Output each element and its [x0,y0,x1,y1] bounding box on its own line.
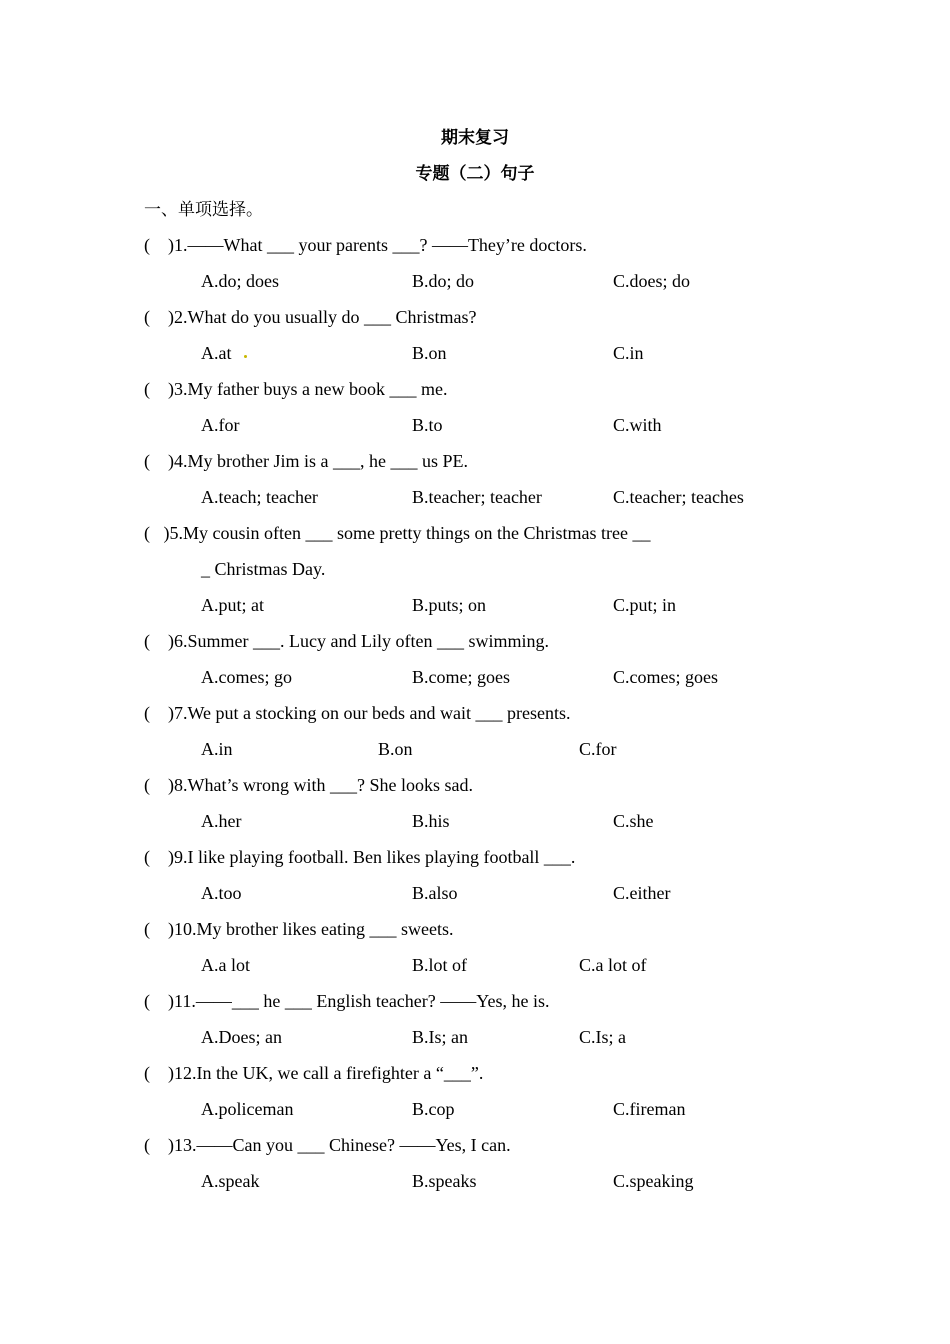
option-b: B.do; do [412,271,475,291]
option-c: C.for [579,739,617,759]
option-c: C.either [613,883,671,903]
answer-blank[interactable]: ( ) [144,1063,174,1083]
answer-blank[interactable]: ( ) [144,379,174,399]
question-stem: 6.Summer ___. Lucy and Lily often ___ swimming. [174,631,549,651]
option-a: A.in [201,739,233,759]
question-stem: 11.——___ he ___ English teacher? ——Yes, he is. [174,991,550,1011]
option-a: A.do; does [201,271,279,291]
question-stem: 1.——What ___ your parents ___? ——They’re doctors. [174,235,587,255]
page-subtitle: 专题（二）句子 [415,164,535,184]
question-stem: 9.I like playing football. Ben likes playing football ___. [174,847,576,867]
option-c: C.she [613,811,654,831]
option-c: C.with [613,415,662,435]
option-b: B.on [378,739,413,759]
option-b: B.teacher; teacher [412,487,542,507]
option-c: C.a lot of [579,955,647,975]
answer-blank[interactable]: ( ) [144,451,174,471]
option-b: B.Is; an [412,1027,468,1047]
option-b: B.lot of [412,955,468,975]
answer-blank[interactable]: ( ) [144,307,174,327]
option-a: A.teach; teacher [201,487,318,507]
answer-blank[interactable]: ( ) [144,775,174,795]
question-stem: 8.What’s wrong with ___? She looks sad. [174,775,473,795]
answer-blank[interactable]: ( ) [144,919,174,939]
question-4 [144,450,468,472]
option-b: B.on [412,343,447,363]
question-stem: 10.My brother likes eating ___ sweets. [174,919,454,939]
option-a: A.too [201,883,242,903]
question-7 [144,702,570,724]
answer-blank[interactable]: ( ) [144,631,174,651]
scan-speck [244,355,247,358]
answer-blank[interactable]: ( ) [144,847,174,867]
question-stem: 12.In the UK, we call a firefighter a “___”. [174,1063,484,1083]
option-b: B.puts; on [412,595,487,615]
option-a: A.speak [201,1171,260,1191]
question-stem: 2.What do you usually do ___ Christmas? [174,307,477,327]
question-stem: 3.My father buys a new book ___ me. [174,379,448,399]
question-1 [144,234,587,256]
question-stem: 4.My brother Jim is a ___, he ___ us PE. [174,451,468,471]
question-13 [144,1134,511,1156]
option-a: A.for [201,415,240,435]
page-title: 期末复习 [441,128,509,148]
question-stem: 13.——Can you ___ Chinese? ——Yes, I can. [174,1135,511,1155]
question-11 [144,990,549,1012]
option-a: A.at [201,343,232,363]
option-b: B.also [412,883,458,903]
option-c: C.comes; goes [613,667,718,687]
question-stem-continuation: _ Christmas Day. [201,559,326,579]
answer-blank[interactable]: ( ) [144,523,170,543]
option-a: A.her [201,811,242,831]
option-b: B.his [412,811,450,831]
option-a: A.Does; an [201,1027,282,1047]
option-b: B.come; goes [412,667,510,687]
question-10 [144,918,453,940]
question-6 [144,630,549,652]
option-c: C.fireman [613,1099,686,1119]
section-heading: 一、单项选择。 [144,200,263,220]
option-b: B.speaks [412,1171,477,1191]
question-12 [144,1062,483,1084]
answer-blank[interactable]: ( ) [144,235,174,255]
option-a: A.policeman [201,1099,294,1119]
question-9 [144,846,575,868]
option-c: C.does; do [613,271,691,291]
question-3 [144,378,447,400]
answer-blank[interactable]: ( ) [144,703,174,723]
question-stem: 7.We put a stocking on our beds and wait ___ presents. [174,703,571,723]
option-c: C.in [613,343,644,363]
option-a: A.comes; go [201,667,292,687]
option-a: A.put; at [201,595,264,615]
question-5 [144,522,650,544]
answer-blank[interactable]: ( ) [144,1135,174,1155]
option-b: B.to [412,415,443,435]
option-c: C.speaking [613,1171,694,1191]
answer-blank[interactable]: ( ) [144,991,174,1011]
option-b: B.cop [412,1099,455,1119]
question-8 [144,774,473,796]
option-a: A.a lot [201,955,250,975]
question-2 [144,306,476,328]
option-c: C.Is; a [579,1027,626,1047]
option-c: C.teacher; teaches [613,487,744,507]
option-c: C.put; in [613,595,677,615]
question-stem: 5.My cousin often ___ some pretty things on the Christmas tree __ [169,523,651,543]
